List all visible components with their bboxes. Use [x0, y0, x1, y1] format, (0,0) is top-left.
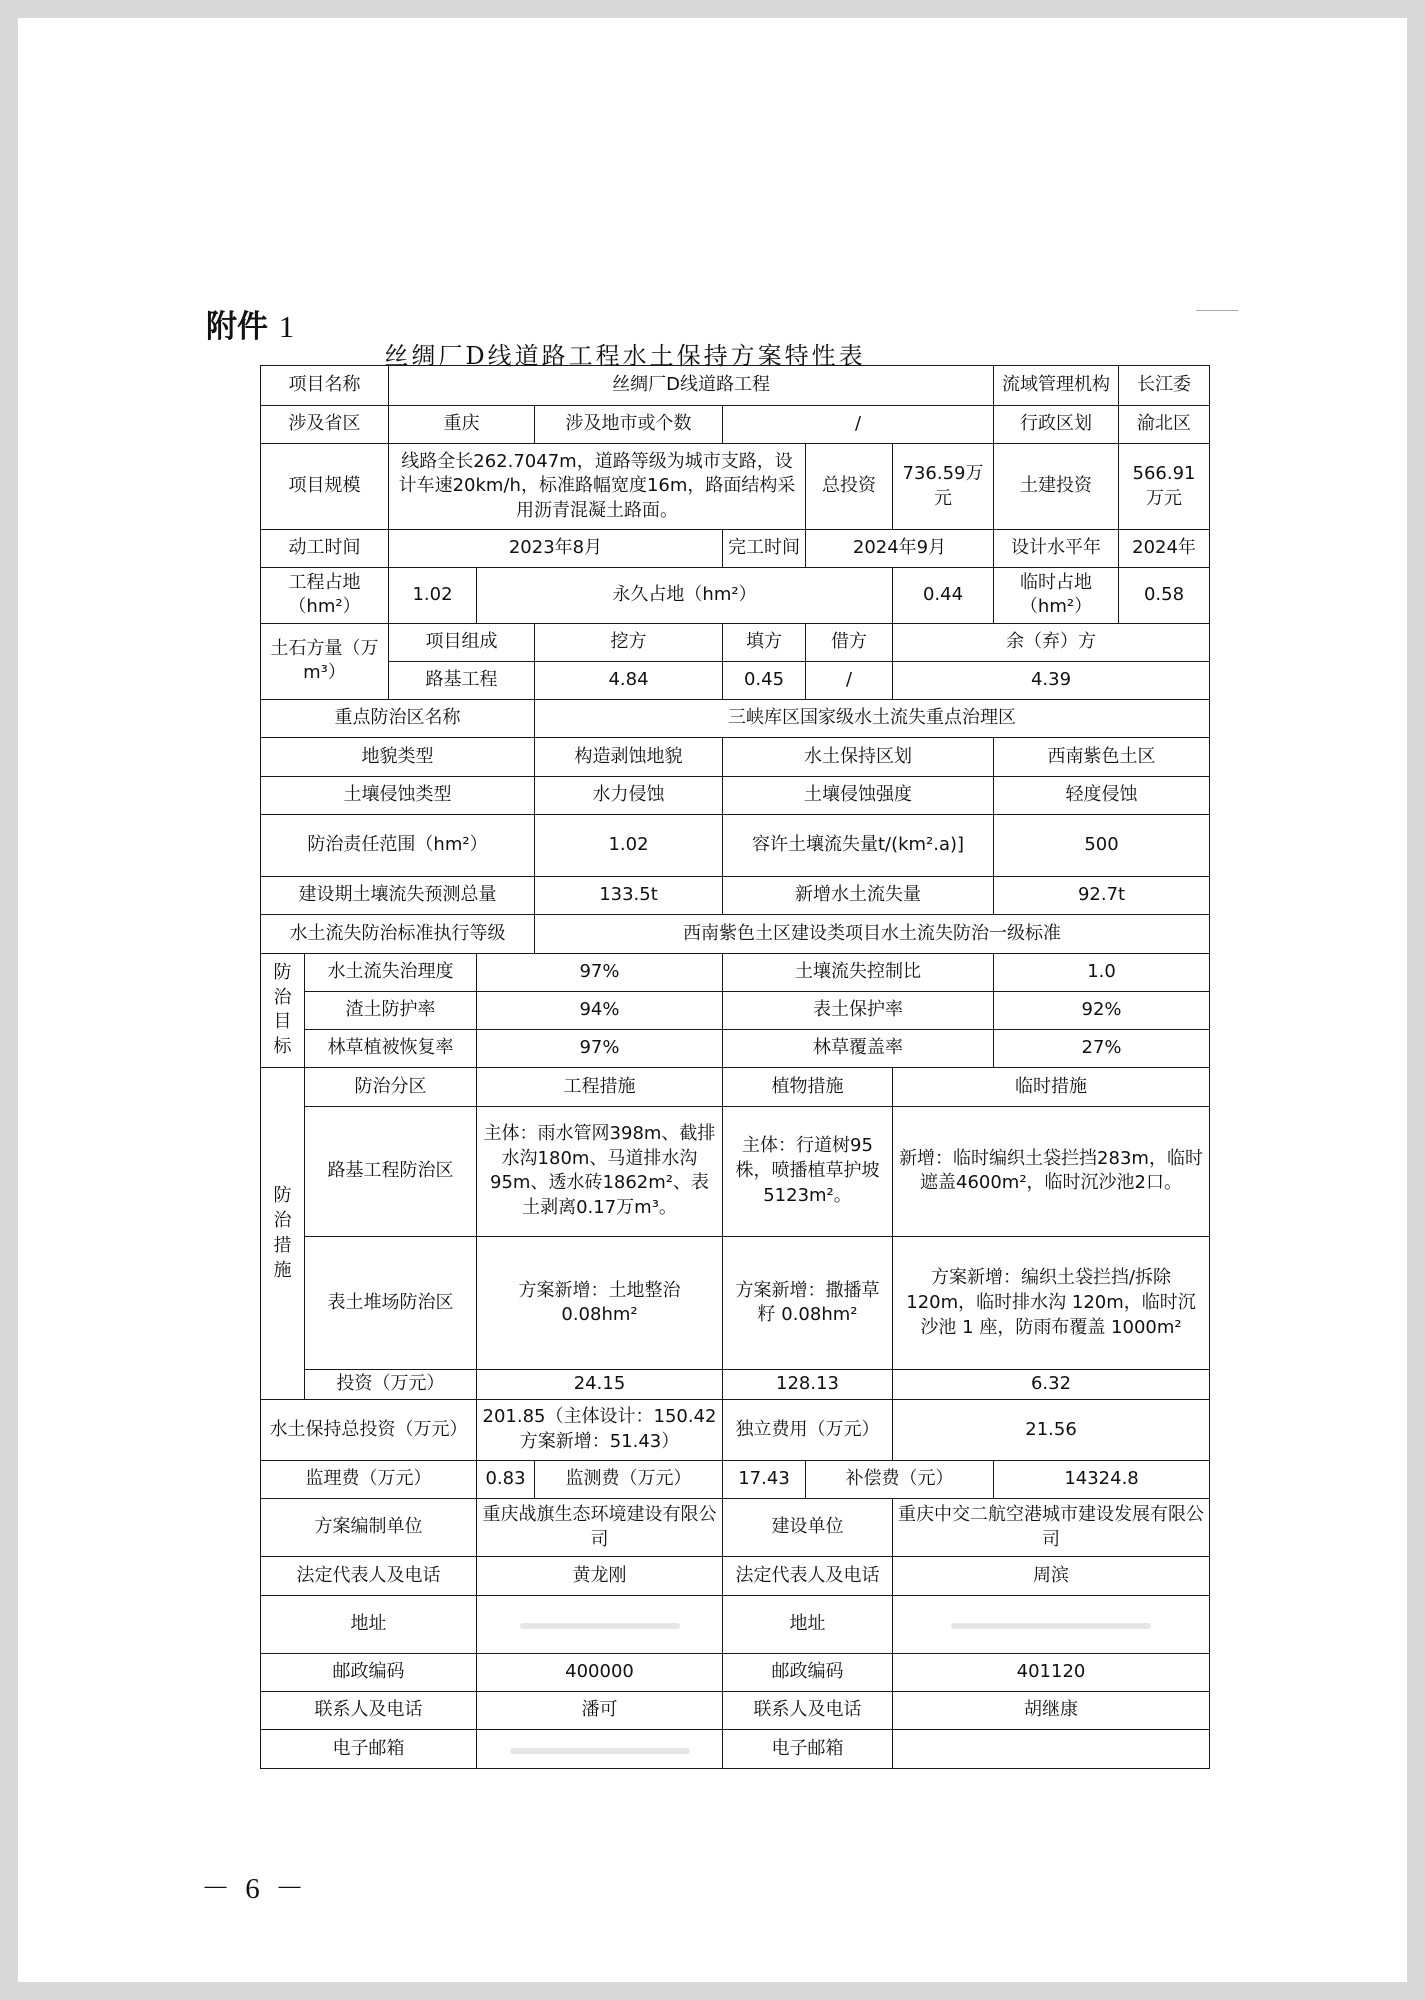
total-invest-short-label: 总投资	[806, 444, 893, 530]
measures-header: 临时措施	[893, 1068, 1210, 1106]
compiler-legal-rep: 黄龙刚	[477, 1557, 723, 1595]
engineering-measures: 主体：雨水管网398m、截排水沟180m、马道排水沟95m、透水砖1862m²、表土剥离0.17万m³。	[477, 1106, 723, 1237]
compiler-unit-label: 方案编制单位	[261, 1499, 477, 1557]
basin-value: 长江委	[1119, 366, 1210, 406]
supervision-fee-value: 0.83	[477, 1460, 535, 1498]
temporary-land-value: 0.58	[1119, 568, 1210, 623]
standard-label: 水土流失防治标准执行等级	[261, 915, 535, 953]
compensation-fee-label: 补偿费（元）	[806, 1460, 994, 1498]
measures-header: 防治分区	[305, 1068, 477, 1106]
builder-email	[893, 1730, 1210, 1769]
earth-header: 项目组成	[389, 623, 535, 661]
standard-value: 西南紫色土区建设类项目水土流失防治一级标准	[535, 915, 1210, 953]
contact-label: 联系人及电话	[261, 1692, 477, 1730]
temporary-measures: 方案新增：编织土袋拦挡/拆除 120m，临时排水沟 120m，临时沉沙池 1 座，防雨布覆盖 1000m²	[893, 1237, 1210, 1370]
monitoring-fee-value: 17.43	[723, 1460, 806, 1498]
builder-contact: 胡继康	[893, 1692, 1210, 1730]
responsibility-label: 防治责任范围（hm²）	[261, 814, 535, 876]
erosion-intensity-label: 土壤侵蚀强度	[723, 776, 994, 814]
design-year-value: 2024年	[1119, 530, 1210, 568]
row-schedule	[261, 530, 1210, 568]
target-value: 92%	[994, 991, 1210, 1029]
predicted-loss-value: 133.5t	[535, 877, 723, 915]
target-label: 渣土防护率	[305, 991, 477, 1029]
permanent-land-value: 0.44	[893, 568, 994, 623]
legal-rep-label: 法定代表人及电话	[723, 1557, 893, 1595]
row-postcode	[261, 1654, 1210, 1692]
erosion-type-label: 土壤侵蚀类型	[261, 776, 535, 814]
row-fees	[261, 1460, 1210, 1498]
start-label: 动工时间	[261, 530, 389, 568]
address-label: 地址	[261, 1595, 477, 1653]
target-value: 94%	[477, 991, 723, 1029]
target-value: 97%	[477, 1030, 723, 1068]
builder-address-redacted	[893, 1595, 1210, 1653]
basin-label: 流域管理机构	[994, 366, 1119, 406]
temporary-measures: 新增：临时编织土袋拦挡283m，临时遮盖4600m²，临时沉沙池2口。	[893, 1106, 1210, 1237]
measures-invest-value: 128.13	[723, 1370, 893, 1400]
row-loss	[261, 877, 1210, 915]
row-target	[261, 991, 1210, 1029]
landform-value: 构造剥蚀地貌	[535, 738, 723, 776]
measures-invest-label: 投资（万元）	[305, 1370, 477, 1400]
end-label: 完工时间	[723, 530, 806, 568]
target-label: 林草覆盖率	[723, 1030, 994, 1068]
total-invest-label: 水土保持总投资（万元）	[261, 1400, 477, 1460]
row-earth-header	[261, 623, 1210, 661]
erosion-type-value: 水力侵蚀	[535, 776, 723, 814]
total-invest-value: 201.85（主体设计：150.42 方案新增：51.43）	[477, 1400, 723, 1460]
compiler-address-redacted	[477, 1595, 723, 1653]
row-units	[261, 1499, 1210, 1557]
row-target	[261, 953, 1210, 991]
row-address	[261, 1595, 1210, 1653]
target-label: 土壤流失控制比	[723, 953, 994, 991]
earth-value: 4.39	[893, 661, 1210, 699]
email-label: 电子邮箱	[261, 1730, 477, 1769]
postcode-label: 邮政编码	[723, 1654, 893, 1692]
row-email	[261, 1730, 1210, 1769]
row-measures	[261, 1237, 1210, 1370]
scale-label: 项目规模	[261, 444, 389, 530]
row-responsibility	[261, 814, 1210, 876]
scan-mark	[1196, 310, 1238, 311]
postcode-label: 邮政编码	[261, 1654, 477, 1692]
row-total-invest	[261, 1400, 1210, 1460]
independent-fee-value: 21.56	[893, 1400, 1210, 1460]
builder-postcode: 401120	[893, 1654, 1210, 1692]
target-label: 水土流失治理度	[305, 953, 477, 991]
earth-value: 路基工程	[389, 661, 535, 699]
project-name-value: 丝绸厂D线道路工程	[389, 366, 994, 406]
earth-header: 挖方	[535, 623, 723, 661]
soil-zone-value: 西南紫色土区	[994, 738, 1210, 776]
target-value: 1.0	[994, 953, 1210, 991]
row-measures	[261, 1106, 1210, 1237]
row-measures-invest	[261, 1370, 1210, 1400]
email-label: 电子邮箱	[723, 1730, 893, 1769]
row-measures-header	[261, 1068, 1210, 1106]
scale-value: 线路全长262.7047m，道路等级为城市支路，设计车速20km/h，标准路幅宽度16m，路面结构采用沥青混凝土路面。	[389, 444, 806, 530]
allowable-loss-label: 容许土壤流失量t/(km².a)]	[723, 814, 994, 876]
row-scale	[261, 444, 1210, 530]
allowable-loss-value: 500	[994, 814, 1210, 876]
page-number: － 6 －	[201, 1873, 309, 1905]
row-erosion	[261, 776, 1210, 814]
targets-label: 防 治 目 标	[261, 953, 305, 1068]
row-landform	[261, 738, 1210, 776]
measures-invest-value: 6.32	[893, 1370, 1210, 1400]
end-value: 2024年9月	[806, 530, 994, 568]
target-value: 27%	[994, 1030, 1210, 1068]
builder-unit-value: 重庆中交二航空港城市建设发展有限公司	[893, 1499, 1210, 1557]
independent-fee-label: 独立费用（万元）	[723, 1400, 893, 1460]
row-legal	[261, 1557, 1210, 1595]
permanent-land-label: 永久占地（hm²）	[477, 568, 893, 623]
earth-value: /	[806, 661, 893, 699]
design-year-label: 设计水平年	[994, 530, 1119, 568]
measures-header: 工程措施	[477, 1068, 723, 1106]
measures-zone: 表土堆场防治区	[305, 1237, 477, 1370]
total-invest-short-value: 736.59万元	[893, 444, 994, 530]
responsibility-value: 1.02	[535, 814, 723, 876]
engineering-measures: 方案新增：土地整治0.08hm²	[477, 1237, 723, 1370]
builder-legal-rep: 周滨	[893, 1557, 1210, 1595]
measures-label: 防 治 措 施	[261, 1068, 305, 1400]
landform-label: 地貌类型	[261, 738, 535, 776]
predicted-loss-label: 建设期土壤流失预测总量	[261, 877, 535, 915]
row-key-zone	[261, 700, 1210, 738]
civil-invest-label: 土建投资	[994, 444, 1119, 530]
compiler-email-redacted	[477, 1730, 723, 1769]
annex-number: 1	[278, 309, 295, 344]
table-title: 丝绸厂D线道路工程水土保持方案特性表	[384, 342, 866, 370]
target-value: 97%	[477, 953, 723, 991]
key-zone-value: 三峡库区国家级水土流失重点治理区	[535, 700, 1210, 738]
project-name-label: 项目名称	[261, 366, 389, 406]
city-label: 涉及地市或个数	[535, 406, 723, 444]
province-label: 涉及省区	[261, 406, 389, 444]
erosion-intensity-value: 轻度侵蚀	[994, 776, 1210, 814]
compiler-unit-value: 重庆战旗生态环境建设有限公司	[477, 1499, 723, 1557]
district-label: 行政区划	[994, 406, 1119, 444]
soil-zone-label: 水土保持区划	[723, 738, 994, 776]
new-loss-label: 新增水土流失量	[723, 877, 994, 915]
row-province	[261, 406, 1210, 444]
contact-label: 联系人及电话	[723, 1692, 893, 1730]
row-target	[261, 1030, 1210, 1068]
earth-value: 0.45	[723, 661, 806, 699]
row-land	[261, 568, 1210, 623]
land-value: 1.02	[389, 568, 477, 623]
characteristics-table	[260, 365, 1210, 1769]
temporary-land-label: 临时占地（hm²）	[994, 568, 1119, 623]
earth-header: 余（弃）方	[893, 623, 1210, 661]
new-loss-value: 92.7t	[994, 877, 1210, 915]
measures-zone: 路基工程防治区	[305, 1106, 477, 1237]
address-label: 地址	[723, 1595, 893, 1653]
plant-measures: 方案新增：撒播草籽 0.08hm²	[723, 1237, 893, 1370]
earth-header: 填方	[723, 623, 806, 661]
start-value: 2023年8月	[389, 530, 723, 568]
row-contact	[261, 1692, 1210, 1730]
compiler-postcode: 400000	[477, 1654, 723, 1692]
monitoring-fee-label: 监测费（万元）	[535, 1460, 723, 1498]
civil-invest-value: 566.91万元	[1119, 444, 1210, 530]
document-page	[18, 18, 1407, 1982]
builder-unit-label: 建设单位	[723, 1499, 893, 1557]
row-standard	[261, 915, 1210, 953]
plant-measures: 主体：行道树95株，喷播植草护坡5123m²。	[723, 1106, 893, 1237]
province-value: 重庆	[389, 406, 535, 444]
legal-rep-label: 法定代表人及电话	[261, 1557, 477, 1595]
annex-label: 附件 1	[206, 309, 295, 345]
row-earth-values	[261, 661, 1210, 699]
earth-value: 4.84	[535, 661, 723, 699]
earth-label: 土石方量（万m³）	[261, 623, 389, 699]
compiler-contact: 潘可	[477, 1692, 723, 1730]
supervision-fee-label: 监理费（万元）	[261, 1460, 477, 1498]
measures-header: 植物措施	[723, 1068, 893, 1106]
target-label: 表土保护率	[723, 991, 994, 1029]
earth-header: 借方	[806, 623, 893, 661]
measures-invest-value: 24.15	[477, 1370, 723, 1400]
row-project	[261, 366, 1210, 406]
target-label: 林草植被恢复率	[305, 1030, 477, 1068]
city-value: /	[723, 406, 994, 444]
key-zone-label: 重点防治区名称	[261, 700, 535, 738]
district-value: 渝北区	[1119, 406, 1210, 444]
land-label: 工程占地（hm²）	[261, 568, 389, 623]
compensation-fee-value: 14324.8	[994, 1460, 1210, 1498]
